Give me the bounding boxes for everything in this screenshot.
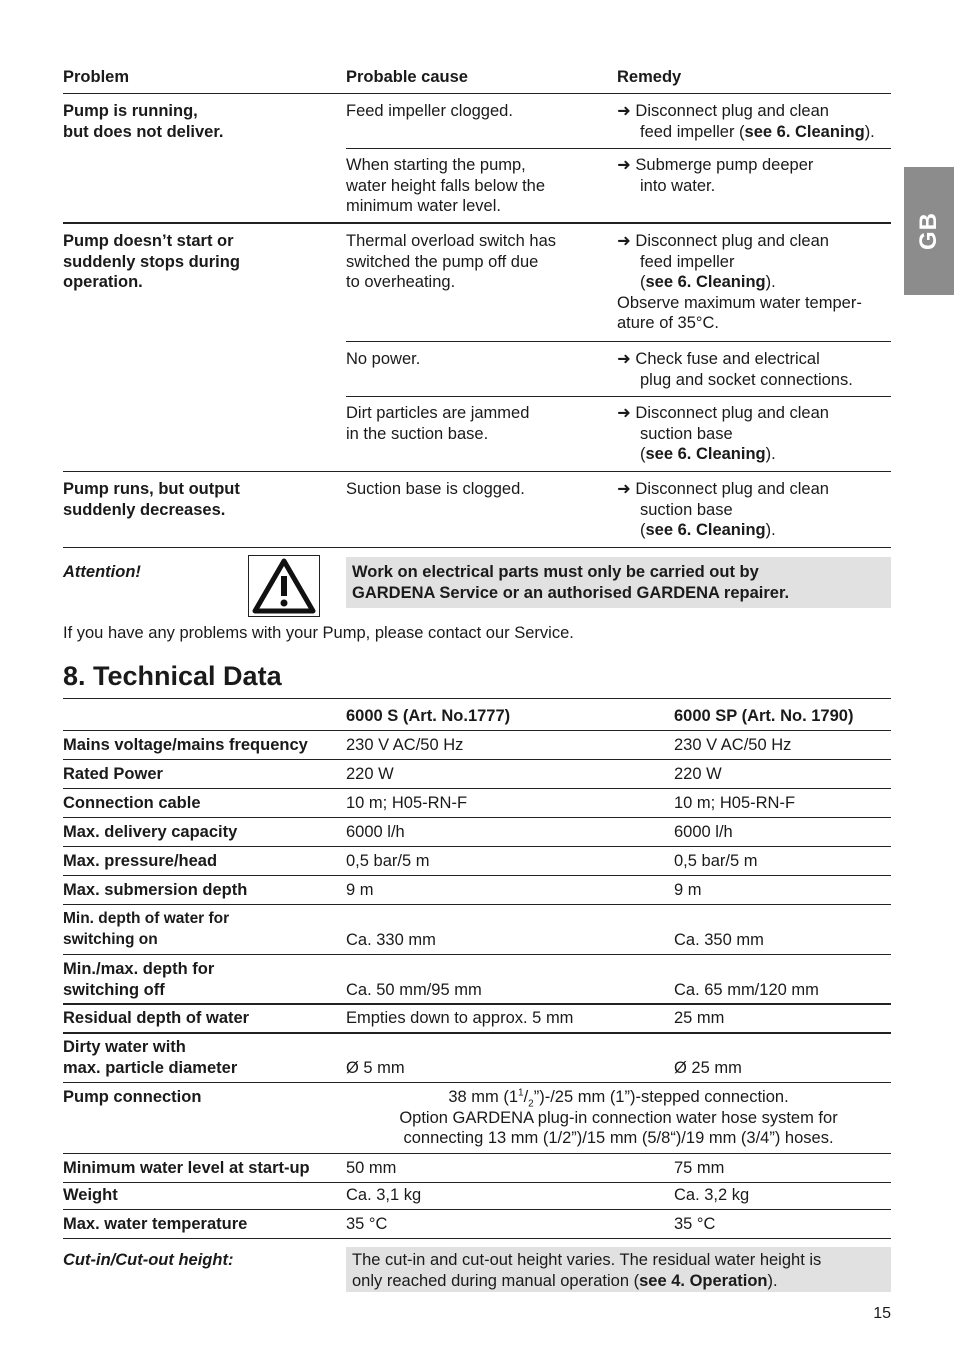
- tech-col-6000s: 6000 S (Art. No.1777): [346, 707, 511, 725]
- tech-label: Max. water temperature: [63, 1215, 248, 1233]
- divider: [63, 1032, 891, 1034]
- divider: [63, 730, 891, 731]
- divider: [63, 1082, 891, 1083]
- arrow-icon: ➜: [617, 404, 631, 422]
- tech-value-sp: 230 V AC/50 Hz: [674, 736, 792, 754]
- tech-value-s: 35 °C: [346, 1215, 388, 1233]
- remedy-2a: ➜ Disconnect plug and clean feed impeller (see 6. Cleaning). Observe maximum water temper- ature of 35°C.: [617, 232, 862, 332]
- divider: [63, 222, 891, 224]
- tech-value-s: 220 W: [346, 765, 394, 783]
- tech-label: Min. depth of water for switching on: [63, 910, 230, 948]
- problem-2: Pump doesn’t start or suddenly stops during operation.: [63, 232, 240, 291]
- tech-label: Max. submersion depth: [63, 881, 248, 899]
- tech-label: Max. delivery capacity: [63, 823, 238, 841]
- divider: [63, 788, 891, 789]
- pump-connection-value: 38 mm $(1^1/_2”)-/25$ mm (1”)-stepped connection. Option GARDENA plug-in connection water hose system for connecting 13 mm (1/2”)/15 mm (5/8“)/19 mm (3/4”) hoses.: [399, 1087, 838, 1147]
- page-number: 15: [873, 1305, 891, 1322]
- tech-label: Mains voltage/mains frequency: [63, 736, 308, 754]
- warning-box: [248, 555, 320, 617]
- tech-label: Weight: [63, 1186, 118, 1204]
- tech-label: Pump connection: [63, 1088, 202, 1106]
- divider: [63, 904, 891, 905]
- tech-value-sp: 35 °C: [674, 1215, 716, 1233]
- cause-3a: Suction base is clogged.: [346, 480, 525, 498]
- divider: [63, 954, 891, 955]
- tech-value-sp: Ca. 3,2 kg: [674, 1186, 750, 1204]
- remedy-1b: ➜ Submerge pump deeper into water.: [617, 156, 814, 195]
- tech-value-sp: Ca. 350 mm: [674, 931, 764, 949]
- remedy-1a: ➜ Disconnect plug and clean feed impeller (see 6. Cleaning).: [617, 102, 875, 141]
- arrow-icon: ➜: [617, 156, 631, 174]
- cutin-label: Cut-in/Cut-out height:: [63, 1251, 234, 1269]
- tech-value-sp: 10 m; H05-RN-F: [674, 794, 796, 812]
- divider: [63, 846, 891, 847]
- tech-value-s: Ca. 50 mm/95 mm: [346, 981, 482, 999]
- cause-2a: Thermal overload switch has switched the pump off due to overheating.: [346, 232, 557, 291]
- cause-2b: No power.: [346, 350, 421, 368]
- cause-1a: Feed impeller clogged.: [346, 102, 513, 120]
- tech-value-sp: 0,5 bar/5 m: [674, 852, 758, 870]
- tech-value-sp: 6000 l/h: [674, 823, 733, 841]
- tech-value-s: Ø 5 mm: [346, 1059, 405, 1077]
- contact-note: If you have any problems with your Pump, please contact our Service.: [63, 624, 574, 642]
- divider: [63, 1182, 891, 1183]
- attention-text: Work on electrical parts must only be carried out by GARDENA Service or an authorised GARDENA repairer.: [352, 563, 790, 602]
- header-problem: Problem: [63, 68, 130, 86]
- header-probable-cause: Probable cause: [346, 68, 468, 86]
- tech-label: Connection cable: [63, 794, 201, 812]
- warning-triangle-icon: [252, 558, 316, 614]
- tech-label: Max. pressure/head: [63, 852, 218, 870]
- arrow-icon: ➜: [617, 350, 631, 368]
- divider: [63, 1003, 891, 1005]
- cutin-notice-box: [346, 1247, 891, 1292]
- tech-value-s: 230 V AC/50 Hz: [346, 736, 464, 754]
- tech-value-s: 10 m; H05-RN-F: [346, 794, 468, 812]
- remedy-2b: ➜ Check fuse and electrical plug and socket connections.: [617, 350, 853, 389]
- divider: [63, 547, 891, 548]
- problem-3: Pump runs, but output suddenly decreases.: [63, 480, 240, 519]
- tech-label: Residual depth of water: [63, 1009, 250, 1027]
- attention-notice-box: [346, 557, 891, 608]
- divider: [63, 817, 891, 818]
- tech-label: Min./max. depth for switching off: [63, 960, 215, 999]
- divider: [63, 759, 891, 760]
- header-remedy: Remedy: [617, 68, 682, 86]
- divider: [63, 93, 891, 94]
- tech-value-sp: 9 m: [674, 881, 702, 899]
- tech-value-s: Ca. 330 mm: [346, 931, 436, 949]
- divider: [63, 1153, 891, 1154]
- tech-value-s: 6000 l/h: [346, 823, 405, 841]
- attention-label: Attention!: [63, 563, 141, 581]
- section-title: 8. Technical Data: [63, 661, 282, 691]
- tech-value-sp: 75 mm: [674, 1159, 725, 1177]
- divider: [346, 148, 891, 149]
- cause-1b: When starting the pump, water height falls below the minimum water level.: [346, 156, 546, 215]
- cause-2c: Dirt particles are jammed in the suction base.: [346, 404, 530, 443]
- tech-col-6000sp: 6000 SP (Art. No. 1790): [674, 707, 854, 725]
- tech-value-sp: 25 mm: [674, 1009, 725, 1027]
- divider: [63, 1209, 891, 1210]
- divider: [346, 396, 891, 397]
- language-tab-gb: [904, 167, 954, 295]
- tech-value-s: 50 mm: [346, 1159, 397, 1177]
- tech-value-sp: Ø 25 mm: [674, 1059, 742, 1077]
- remedy-3a: ➜ Disconnect plug and clean suction base (see 6. Cleaning).: [617, 480, 829, 539]
- remedy-2c: ➜ Disconnect plug and clean suction base (see 6. Cleaning).: [617, 404, 829, 463]
- tech-value-s: 0,5 bar/5 m: [346, 852, 430, 870]
- tech-value-s: Ca. 3,1 kg: [346, 1186, 422, 1204]
- divider: [63, 698, 891, 699]
- arrow-icon: ➜: [617, 480, 631, 498]
- problem-1: Pump is running, but does not deliver.: [63, 102, 224, 141]
- divider: [63, 875, 891, 876]
- arrow-icon: ➜: [617, 102, 631, 120]
- tech-label: Rated Power: [63, 765, 163, 783]
- tech-value-sp: Ca. 65 mm/120 mm: [674, 981, 819, 999]
- tech-value-s: Empties down to approx. 5 mm: [346, 1009, 574, 1027]
- language-tab-label: GB: [914, 212, 942, 250]
- tech-label: Dirty water with max. particle diameter: [63, 1038, 238, 1077]
- divider: [346, 341, 891, 342]
- tech-value-sp: 220 W: [674, 765, 722, 783]
- tech-value-s: 9 m: [346, 881, 374, 899]
- tech-label: Minimum water level at start-up: [63, 1159, 310, 1177]
- divider: [63, 471, 891, 472]
- divider: [63, 1238, 891, 1239]
- arrow-icon: ➜: [617, 232, 631, 250]
- cutin-text: The cut-in and cut-out height varies. The residual water height is only reached during manual operation (see 4. Operation).: [352, 1251, 822, 1290]
